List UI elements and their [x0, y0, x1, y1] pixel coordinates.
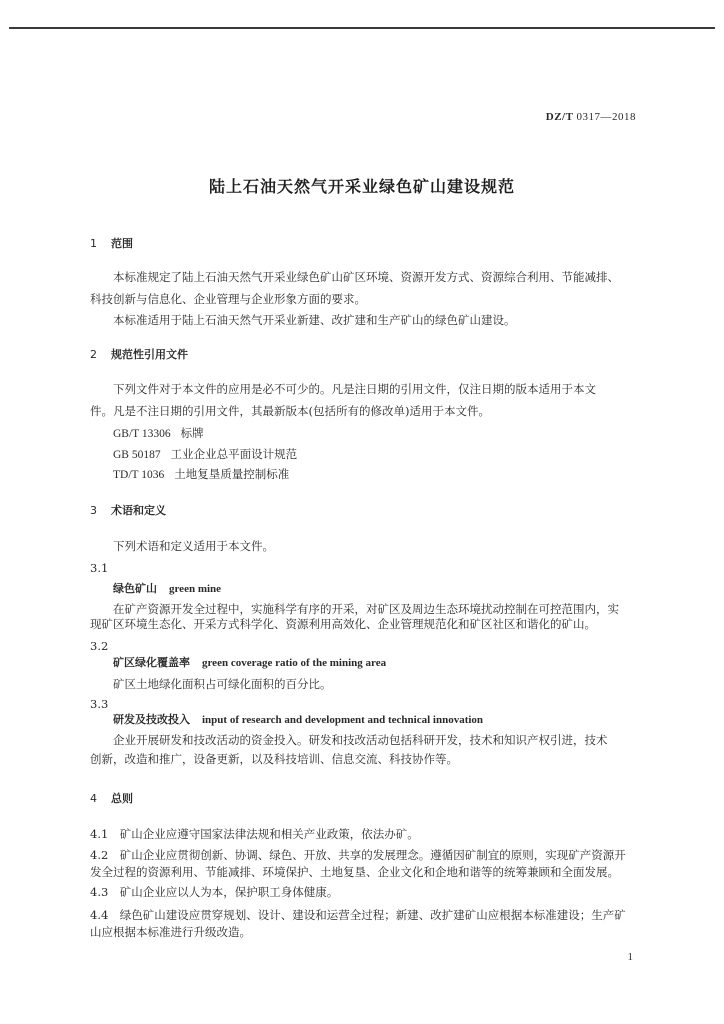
standard-number: 0317—2018 [576, 111, 636, 123]
section-4-heading [90, 792, 133, 806]
term-chinese: 研发及技改投入 [113, 713, 190, 726]
term-number: 3.2 [90, 639, 109, 653]
standard-code [546, 111, 636, 123]
section-title: 规范性引用文件 [111, 348, 188, 361]
section-number: 2 [90, 348, 97, 361]
definition-line: 矿区土地绿化面积占可绿化面积的百分比。 [113, 677, 332, 691]
term-heading [113, 582, 221, 596]
document-title: 陆上石油天然气开采业绿色矿山建设规范 [208, 177, 515, 196]
reference-name: 工业企业总平面设计规范 [170, 447, 298, 461]
definition-line: 现矿区环境生态化、开采方式科学化、资源利用高效化、企业管理规范化和矿区社区和谐化的矿山。 [90, 617, 596, 631]
section-title: 总则 [111, 792, 133, 805]
header-rule [9, 27, 715, 29]
standard-prefix: DZ/T [545, 111, 574, 123]
reference-code: GB 50187 [113, 449, 161, 461]
reference-name: 标牌 [180, 426, 204, 440]
clause-line: 4.1 矿山企业应遵守国家法律法规和相关产业政策，依法办矿。 [90, 827, 419, 841]
term-english: green coverage ratio of the mining area [202, 657, 387, 669]
section-2-heading [90, 348, 188, 362]
reference-item [113, 447, 297, 462]
reference-item [113, 426, 204, 441]
term-chinese: 绿色矿山 [113, 582, 157, 595]
section-number: 1 [90, 237, 97, 250]
reference-name: 土地复垦质量控制标准 [174, 467, 290, 481]
clause-line: 发全过程的资源利用、节能减排、环境保护、土地复垦、企业文化和企地和谐等的统筹兼顾和全面发展。 [90, 865, 619, 879]
clause-line: 4.4 绿色矿山建设应贯穿规划、设计、建设和运营全过程；新建、改扩建矿山应根据本标准建设；生产矿 [90, 908, 626, 922]
section-number: 4 [90, 792, 97, 805]
paragraph-line: 件。凡是不注日期的引用文件，其最新版本(包括所有的修改单)适用于本文件。 [90, 404, 490, 418]
clause-line: 4.2 矿山企业应贯彻创新、协调、绿色、开放、共享的发展理念。遵循因矿制宜的原则，实现矿产资源开 [90, 848, 626, 862]
reference-code: TD/T 1036 [113, 469, 165, 481]
term-english: input of research and development and technical innovation [202, 714, 484, 726]
term-number: 3.1 [90, 561, 109, 575]
reference-code: GB/T 13306 [113, 428, 171, 440]
term-number: 3.3 [90, 697, 109, 711]
section-number: 3 [90, 504, 97, 517]
reference-item [113, 467, 289, 482]
paragraph-line: 下列术语和定义适用于本文件。 [113, 539, 274, 553]
clause-line: 4.3 矿山企业应以人为本，保护职工身体健康。 [90, 885, 339, 899]
section-title: 术语和定义 [111, 504, 166, 517]
definition-line: 企业开展研发和技改活动的资金投入。研发和技改活动包括科研开发，技术和知识产权引进，技术 [113, 733, 608, 747]
term-chinese: 矿区绿化覆盖率 [113, 656, 190, 669]
term-heading [113, 656, 386, 670]
section-3-heading [90, 504, 166, 518]
section-1-heading [90, 237, 133, 251]
paragraph-line: 下列文件对于本文件的应用是必不可少的。凡是注日期的引用文件，仅注日期的版本适用于本文 [113, 382, 596, 396]
paragraph-line: 科技创新与信息化、企业管理与企业形象方面的要求。 [90, 292, 366, 306]
page-number: 1 [627, 951, 633, 963]
definition-line: 在矿产资源开发全过程中，实施科学有序的开采，对矿区及周边生态环境扰动控制在可控范围内，实 [113, 602, 619, 616]
term-english: green mine [169, 583, 222, 595]
paragraph-line: 本标准适用于陆上石油天然气开采业新建、改扩建和生产矿山的绿色矿山建设。 [113, 313, 516, 327]
term-heading [113, 713, 483, 727]
definition-line: 创新，改造和推广，设备更新，以及科技培训、信息交流、科技协作等。 [90, 752, 458, 766]
clause-line: 山应根据本标准进行升级改造。 [90, 925, 251, 939]
section-title: 范围 [111, 237, 133, 250]
paragraph-line: 本标准规定了陆上石油天然气开采业绿色矿山矿区环境、资源开发方式、资源综合利用、节能减排、 [113, 270, 619, 284]
